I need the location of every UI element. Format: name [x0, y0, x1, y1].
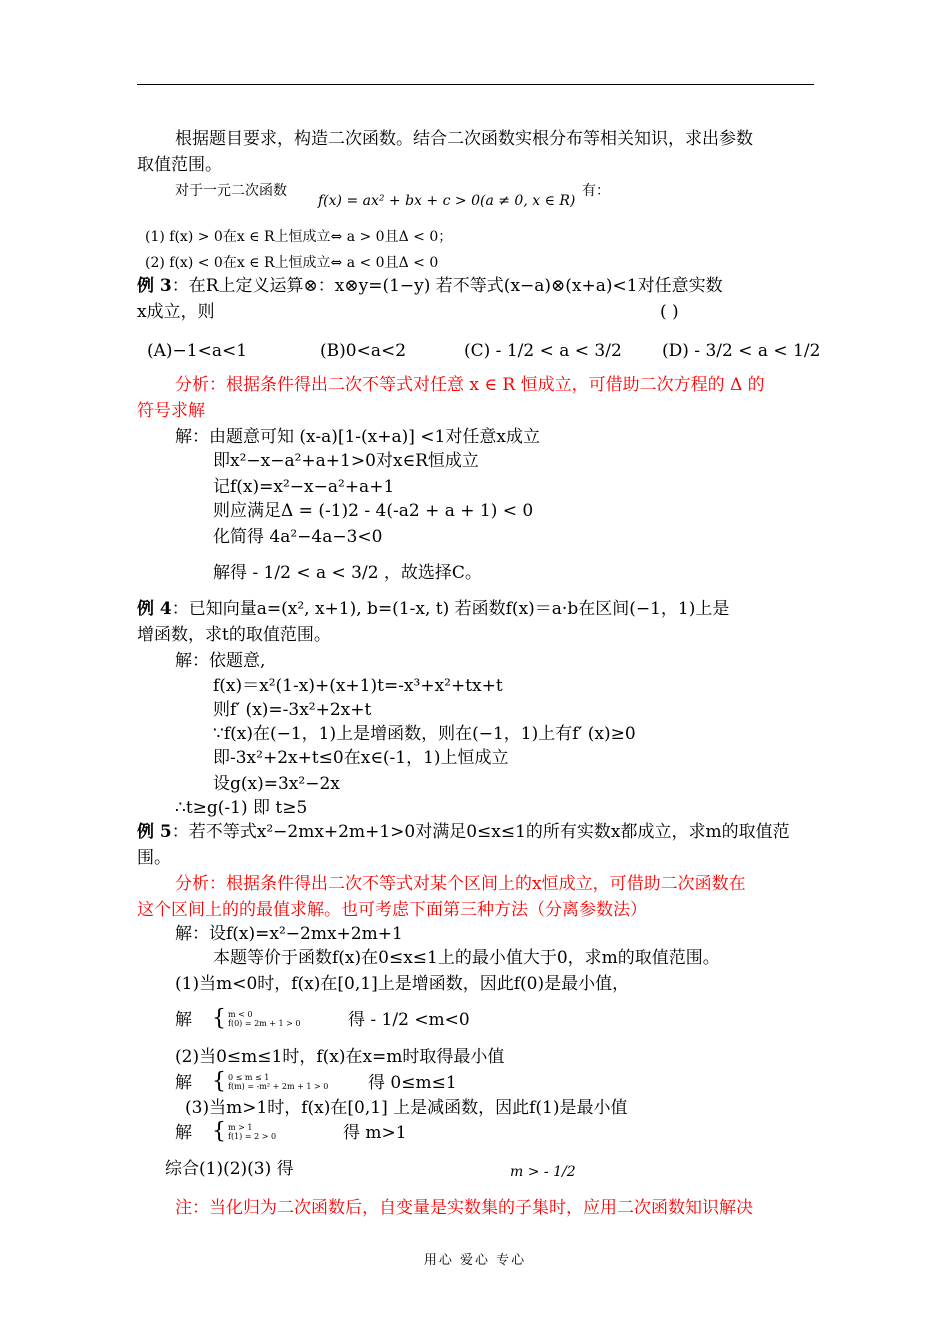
- example-3-step-4: 则应满足Δ = (-1)2 - 4(-a2 + a + 1) < 0: [213, 501, 534, 521]
- case-3-text: (3)当m>1时，f(x)在[0,1] 上是减函数，因此f(1)是最小值: [185, 1098, 628, 1118]
- example-4-step-5: 即-3x²+2x+t≤0在x∈(-1，1)上恒成立: [213, 748, 509, 768]
- note: 注：当化归为二次函数后，自变量是实数集的子集时，应用二次函数知识解决: [175, 1198, 753, 1218]
- example-3-line-1: 例 3：在R上定义运算⊗：x⊗y=(1−y) 若不等式(x−a)⊗(x+a)<1对任意实数: [137, 276, 723, 296]
- example-5-step-1: 解：设f(x)=x²−2mx+2m+1: [175, 924, 403, 944]
- example-5-line-1: 例 5：若不等式x²−2mx+2m+1>0对满足0≤x≤1的所有实数x都成立，求m的取值范: [137, 822, 790, 842]
- intro-line-3-text: 对于一元二次函数: [175, 183, 287, 199]
- page-footer: 用心 爱心 专心: [423, 1253, 527, 1268]
- case-1-system: { m < 0 f(0) = 2m + 1 > 0: [212, 1006, 301, 1031]
- case-1-result: 得 - 1/2 <m<0: [348, 1010, 470, 1030]
- condition-1: (1) f(x) > 0在x ∈ R上恒成立⇔ a > 0且Δ < 0；: [145, 229, 453, 245]
- summary-result: m > - 1/2: [510, 1164, 576, 1180]
- case-3-result: 得 m>1: [343, 1123, 407, 1143]
- answer-paren: ( ): [660, 302, 679, 322]
- case-2-jie: 解: [175, 1073, 192, 1093]
- case-2-text: (2)当0≤m≤1时，f(x)在x=m时取得最小值: [175, 1047, 505, 1067]
- case-1-text: (1)当m<0时，f(x)在[0,1]上是增函数，因此f(0)是最小值，: [175, 974, 630, 994]
- example-4-line-1: 例 4：已知向量a=(x², x+1), b=(1-x, t) 若函数f(x)＝a·b在区间(−1，1)上是: [137, 599, 730, 619]
- example-5-label: 例 5: [137, 822, 172, 842]
- option-a: (A)−1<a<1: [147, 341, 248, 361]
- option-b: (B)0<a<2: [320, 341, 407, 361]
- quadratic-formula: f(x) = ax² + bx + c > 0(a ≠ 0, x ∈ R): [318, 193, 576, 209]
- example-5-step-2: 本题等价于函数f(x)在0≤x≤1上的最小值大于0，求m的取值范围。: [213, 948, 720, 968]
- example-4-step-6: 设g(x)=3x²−2x: [213, 774, 340, 794]
- example-5-analysis-2: 这个区间上的的最值求解。也可考虑下面第三种方法（分离参数法）: [137, 900, 647, 920]
- case-3-system: { m > 1 f(1) = 2 > 0: [212, 1119, 277, 1144]
- example-3-analysis-1: 分析：根据条件得出二次不等式对任意 x ∈ R 恒成立，可借助二次方程的 Δ 的: [175, 375, 765, 395]
- example-3-step-6: 解得 - 1/2 < a < 3/2 ，故选择C。: [213, 563, 482, 583]
- case-3-jie: 解: [175, 1123, 192, 1143]
- intro-line-3-end: 有：: [582, 183, 610, 199]
- summary-text: 综合(1)(2)(3) 得: [165, 1159, 294, 1179]
- example-3-label: 例 3: [137, 276, 172, 296]
- option-d: (D) - 3/2 < a < 1/2: [662, 341, 821, 361]
- example-4-step-3: 则f′ (x)=-3x²+2x+t: [213, 700, 372, 720]
- example-3-step-1: 解：由题意可知 (x-a)[1-(x+a)] <1对任意x成立: [175, 427, 540, 447]
- example-4-step-4: ∵f(x)在(−1，1)上是增函数，则在(−1，1)上有f′ (x)≥0: [213, 724, 636, 744]
- example-4-step-7: ∴t≥g(-1) 即 t≥5: [175, 798, 308, 818]
- example-3-analysis-2: 符号求解: [137, 401, 205, 421]
- option-c: (C) - 1/2 < a < 3/2: [464, 341, 622, 361]
- example-5-line-2: 围。: [137, 848, 171, 868]
- case-2-result: 得 0≤m≤1: [368, 1073, 457, 1093]
- example-4-label: 例 4: [137, 599, 172, 619]
- example-3-line-2: x成立，则: [137, 302, 215, 322]
- example-4-step-2: f(x)＝x²(1-x)+(x+1)t=-x³+x²+tx+t: [213, 676, 503, 696]
- example-3-step-2: 即x²−x−a²+a+1>0对x∈R恒成立: [213, 451, 479, 471]
- case-1-jie: 解: [175, 1010, 192, 1030]
- example-4-line-2: 增函数，求t的取值范围。: [137, 625, 331, 645]
- example-3-step-3: 记f(x)=x²−x−a²+a+1: [213, 477, 395, 497]
- example-5-analysis-1: 分析：根据条件得出二次不等式对某个区间上的x恒成立，可借助二次函数在: [175, 874, 746, 894]
- header-rule: [137, 84, 814, 85]
- case-2-system: { 0 ≤ m ≤ 1 f(m) = -m² + 2m + 1 > 0: [212, 1069, 329, 1094]
- example-4-step-1: 解：依题意,: [175, 651, 266, 671]
- intro-line-1: 根据题目要求，构造二次函数。结合二次函数实根分布等相关知识，求出参数: [175, 129, 753, 149]
- condition-2: (2) f(x) < 0在x ∈ R上恒成立⇔ a < 0且Δ < 0: [145, 255, 439, 271]
- intro-line-2: 取值范围。: [137, 155, 222, 175]
- example-3-step-5: 化简得 4a²−4a−3<0: [213, 527, 383, 547]
